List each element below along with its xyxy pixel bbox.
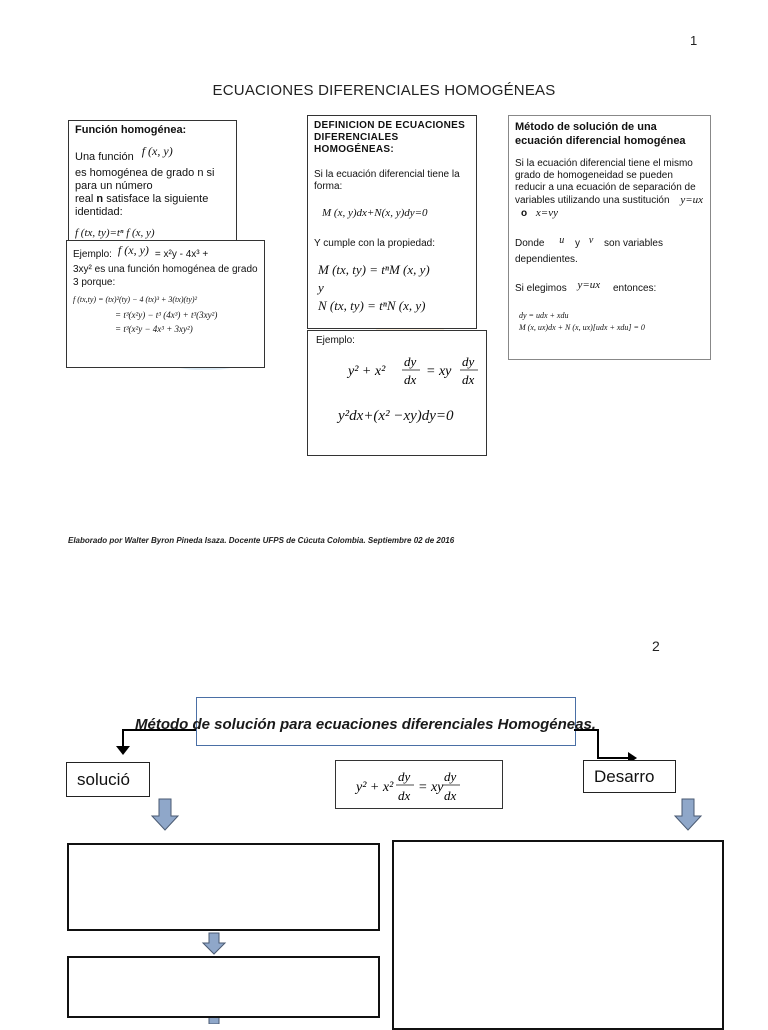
box-heading: Método de solución de una ecuación diferencial homogénea	[515, 121, 686, 147]
math-expression: N (tx, ty) = tⁿN (x, y)	[318, 298, 426, 313]
math-expression: M (x, y)dx+N(x, y)dy=0	[322, 207, 428, 219]
math-expression: f (x, y)	[141, 144, 173, 158]
body-text: es homogénea de grado n si para un número real n satisface la siguiente identidad:	[75, 167, 215, 218]
body-text: Una función	[75, 151, 134, 163]
math-expression: = t³(x²y) − t³ (4x³) + t³(3xy²)	[115, 310, 218, 320]
math-expression: dy = udx + xdu	[519, 311, 569, 320]
math-expression: f (x, y)	[117, 243, 149, 257]
svg-text:y² + x²: y² + x²	[356, 780, 394, 795]
math-expression: = x²y - 4x³ +	[154, 249, 209, 260]
svg-text:dx: dx	[462, 372, 475, 387]
body-text: Si la ecuación diferencial tiene el mismo grado de homogeneidad se pueden reducir a una ecuación de separación de variables utilizando una sustitución y=ux o x=vy	[515, 158, 704, 219]
svg-text:dy: dy	[444, 769, 457, 784]
page-title: Método de solución para ecuaciones diferenciales Homogéneas.	[135, 716, 596, 733]
body-text: 3xy² es una función homogénea de grado 3 porque:	[73, 264, 258, 288]
solution-label-box: solució	[66, 762, 150, 797]
page-number: 1	[690, 33, 698, 48]
body-text: Y cumple con la propiedad:	[314, 238, 436, 249]
page-number: 2	[652, 638, 660, 654]
body-text: Donde u y v son variables dependientes.	[515, 235, 663, 265]
box-heading: DEFINICION DE ECUACIONES DIFERENCIALES HOMOGÉNEAS:	[314, 120, 466, 155]
down-arrow-icon	[201, 932, 227, 956]
svg-text:= xy: = xy	[426, 364, 452, 379]
math-expression: = t³(x²y − 4x³ + 3xy²)	[115, 324, 193, 334]
svg-text:dy: dy	[398, 769, 411, 784]
down-arrow-icon	[673, 798, 703, 832]
box-heading: Función homogénea:	[75, 124, 187, 136]
math-expression: f (tx,ty) = (tx)²(ty) − 4 (tx)³ + 3(tx)(ty)²	[73, 295, 197, 304]
math-expression: M (tx, ty) = tⁿM (x, y)	[318, 262, 430, 277]
math-expression: M (x, ux)dx + N (x, ux)[udx + xdu] = 0	[519, 323, 645, 332]
body-text: Si la ecuación diferencial tiene la forma:	[314, 169, 460, 192]
svg-text:dx: dx	[404, 372, 417, 387]
svg-text:dx: dx	[398, 788, 411, 803]
svg-text:dx: dx	[444, 788, 457, 803]
svg-text:dy: dy	[462, 354, 475, 369]
down-arrow-icon	[150, 798, 180, 832]
content-box	[67, 843, 380, 931]
equation-box	[335, 760, 503, 809]
page-footer-credits: Elaborado por Walter Byron Pineda Isaza. Docente UFPS de Cúcuta Colombia. Septiembre 02 de 2016	[68, 536, 455, 545]
math-expression: f (tx, ty)=tⁿ f (x, y)	[75, 227, 155, 239]
svg-text:y² + x²: y² + x²	[348, 364, 386, 379]
content-box	[67, 956, 380, 1018]
math-expression: y	[318, 280, 324, 295]
example-label: Ejemplo:	[316, 335, 355, 346]
svg-text:dy: dy	[404, 354, 417, 369]
example-label: Ejemplo:	[73, 249, 112, 260]
differential-equation-fraction	[336, 761, 502, 808]
svg-text:= xy: = xy	[418, 780, 444, 795]
development-label-box: Desarro	[583, 760, 676, 793]
page-title: ECUACIONES DIFERENCIALES HOMOGÉNEAS	[212, 82, 556, 99]
content-box	[392, 840, 724, 1030]
math-expression: y²dx+(x² −xy)dy=0	[338, 408, 454, 424]
body-text: Si elegimos y=ux entonces:	[515, 279, 657, 294]
